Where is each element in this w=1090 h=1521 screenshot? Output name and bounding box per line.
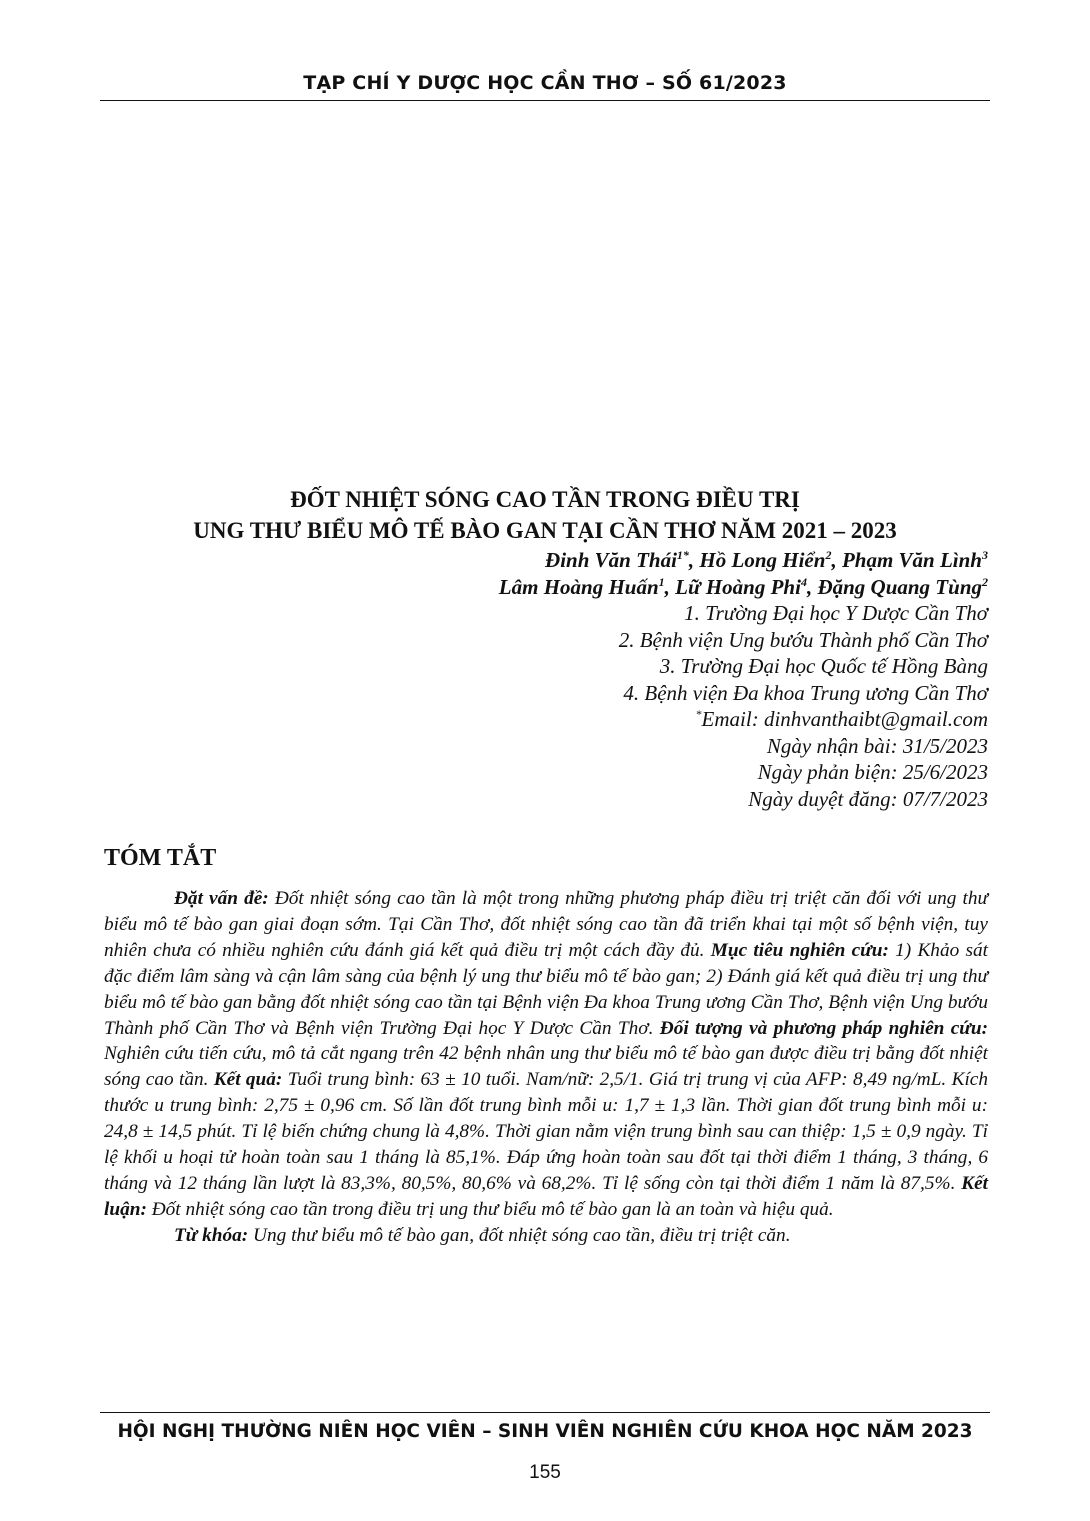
journal-header: TẠP CHÍ Y DƯỢC HỌC CẦN THƠ – SỐ 61/2023 bbox=[303, 72, 787, 94]
author-name: Hồ Long Hiển bbox=[699, 548, 826, 572]
affiliation: 1. Trường Đại học Y Dược Cần Thơ bbox=[684, 601, 988, 625]
author-sup: 1* bbox=[676, 548, 689, 562]
email-text: Email: dinhvanthaibt@gmail.com bbox=[701, 707, 988, 731]
methods-text: Nghiên cứu tiến cứu, mô tả cắt ngang trên 42 bệnh nhân ung thư biểu mô tế bào gan được điều trị bằng đốt nhiệt sóng cao tần. bbox=[104, 1043, 988, 1091]
background-text: Đốt nhiệt sóng cao tần là một trong những phương pháp điều trị triệt căn đối với ung thư biểu mô tế bào gan giai đoạn sớm. Tại Cần Thơ, đốt nhiệt sóng cao tần đã triển khai tại một số bệnh viện, tuy nhiên chưa có nhiều nghiên cứu đánh giá kết quả điều trị một cách đầy đủ. bbox=[104, 888, 988, 961]
footer-rule bbox=[100, 1412, 990, 1413]
conference-footer: HỘI NGHỊ THƯỜNG NIÊN HỌC VIÊN – SINH VIÊN NGHIÊN CỨU KHOA HỌC NĂM 2023 bbox=[117, 1421, 973, 1442]
objectives-text: 1) Khảo sát đặc điểm lâm sàng và cận lâm sàng của bệnh lý ung thư biểu mô tế bào gan; 2) Đánh giá kết quả điều trị ung thư biểu mô tế bào gan bằng đốt nhiệt sóng cao tần tại Bệnh viện Đa khoa Trung ương Cần Thơ, Bệnh viện Ung bướu Thành phố Cần Thơ và Bệnh viện Trường Đại học Y Dược Cần Thơ. bbox=[104, 939, 988, 1039]
keywords-paragraph bbox=[104, 1223, 988, 1249]
results-label: Kết quả: bbox=[213, 1069, 283, 1091]
methods-label: Đối tượng và phương pháp nghiên cứu: bbox=[659, 1017, 988, 1039]
page-number: 155 bbox=[529, 1462, 561, 1483]
abstract-body bbox=[104, 886, 988, 1249]
author-name: Phạm Văn Lình bbox=[841, 548, 982, 572]
author-sup: 1 bbox=[658, 574, 665, 589]
objectives-label: Mục tiêu nghiên cứu: bbox=[710, 939, 889, 961]
title-line-1: ĐỐT NHIỆT SÓNG CAO TẦN TRONG ĐIỀU TRỊ bbox=[290, 487, 800, 512]
keywords-label: Từ khóa: bbox=[174, 1224, 249, 1246]
affiliation: 3. Trường Đại học Quốc tế Hồng Bàng bbox=[659, 654, 988, 678]
affiliation: 2. Bệnh viện Ung bướu Thành phố Cần Thơ bbox=[618, 627, 988, 652]
authors-line-1: Đinh Văn Thái$^{1*}$, Hồ Long Hiển$^2$, Phạm Văn Lình$^3$ bbox=[545, 548, 988, 572]
author-name: Đinh Văn Thái bbox=[545, 548, 677, 572]
abstract-heading: TÓM TẮT bbox=[104, 845, 217, 871]
author-sup: 2 bbox=[982, 574, 988, 589]
corresponding-email bbox=[499, 706, 988, 733]
author-name: Lâm Hoàng Huấn bbox=[498, 574, 659, 599]
keywords-text: Ung thư biểu mô tế bào gan, đốt nhiệt sóng cao tần, điều trị triệt căn. bbox=[248, 1224, 791, 1246]
abstract-paragraph bbox=[104, 886, 988, 1223]
author-sup: 4 bbox=[800, 574, 807, 589]
date-reviewed: Ngày phản biện: 25/6/2023 bbox=[757, 760, 988, 784]
conclusion-text: Đốt nhiệt sóng cao tần trong điều trị ung thư biểu mô tế bào gan là an toàn và hiệu quả. bbox=[146, 1198, 834, 1220]
author-name: Đặng Quang Tùng bbox=[817, 574, 982, 599]
header-rule bbox=[100, 100, 990, 101]
article-title bbox=[100, 484, 990, 546]
author-sup: 2 bbox=[825, 548, 832, 562]
conclusion-label: Kết luận: bbox=[104, 1172, 988, 1220]
affiliation: 4. Bệnh viện Đa khoa Trung ương Cần Thơ bbox=[623, 680, 988, 705]
date-received: Ngày nhận bài: 31/5/2023 bbox=[766, 733, 988, 758]
authors-line-2: Lâm Hoàng Huấn$^1$, Lữ Hoàng Phi$^4$, Đặng Quang Tùng$^2$ bbox=[498, 574, 988, 599]
title-line-2: UNG THƯ BIỂU MÔ TẾ BÀO GAN TẠI CẦN THƠ NĂM 2021 – 2023 bbox=[193, 518, 897, 543]
results-text: Tuổi trung bình: 63 ± 10 tuổi. Nam/nữ: 2,5/1. Giá trị trung vị của AFP: 8,49 ng/mL. Kích thước u trung bình: 2,75 ± 0,96 cm. Số lần đốt trung bình mỗi u: 1,7 ± 1,3 lần. Thời gian đốt trung bình mỗi u: 24,8 ± 14,5 phút. Tỉ lệ biến chứng chung là 4,8%. Thời gian nằm viện trung bình sau can thiệp: 1,5 ± 0,9 ngày. Tỉ lệ khối u hoại tử hoàn toàn sau 1 tháng là 85,1%. Đáp ứng hoàn toàn sau đốt tại thời điểm 1 tháng, 3 tháng, 6 tháng và 12 tháng lần lượt là 83,3%, 80,5%, 80,6% và 68,2%. Tỉ lệ sống còn tại thời điểm 1 năm là 87,5%. bbox=[104, 1069, 988, 1194]
author-name: Lữ Hoàng Phi bbox=[675, 574, 801, 599]
email-mark: * bbox=[695, 707, 702, 721]
date-accepted: Ngày duyệt đăng: 07/7/2023 bbox=[748, 786, 988, 811]
author-info bbox=[499, 547, 988, 812]
author-sup: 3 bbox=[982, 548, 988, 562]
background-label: Đặt vấn đề: bbox=[174, 888, 269, 909]
